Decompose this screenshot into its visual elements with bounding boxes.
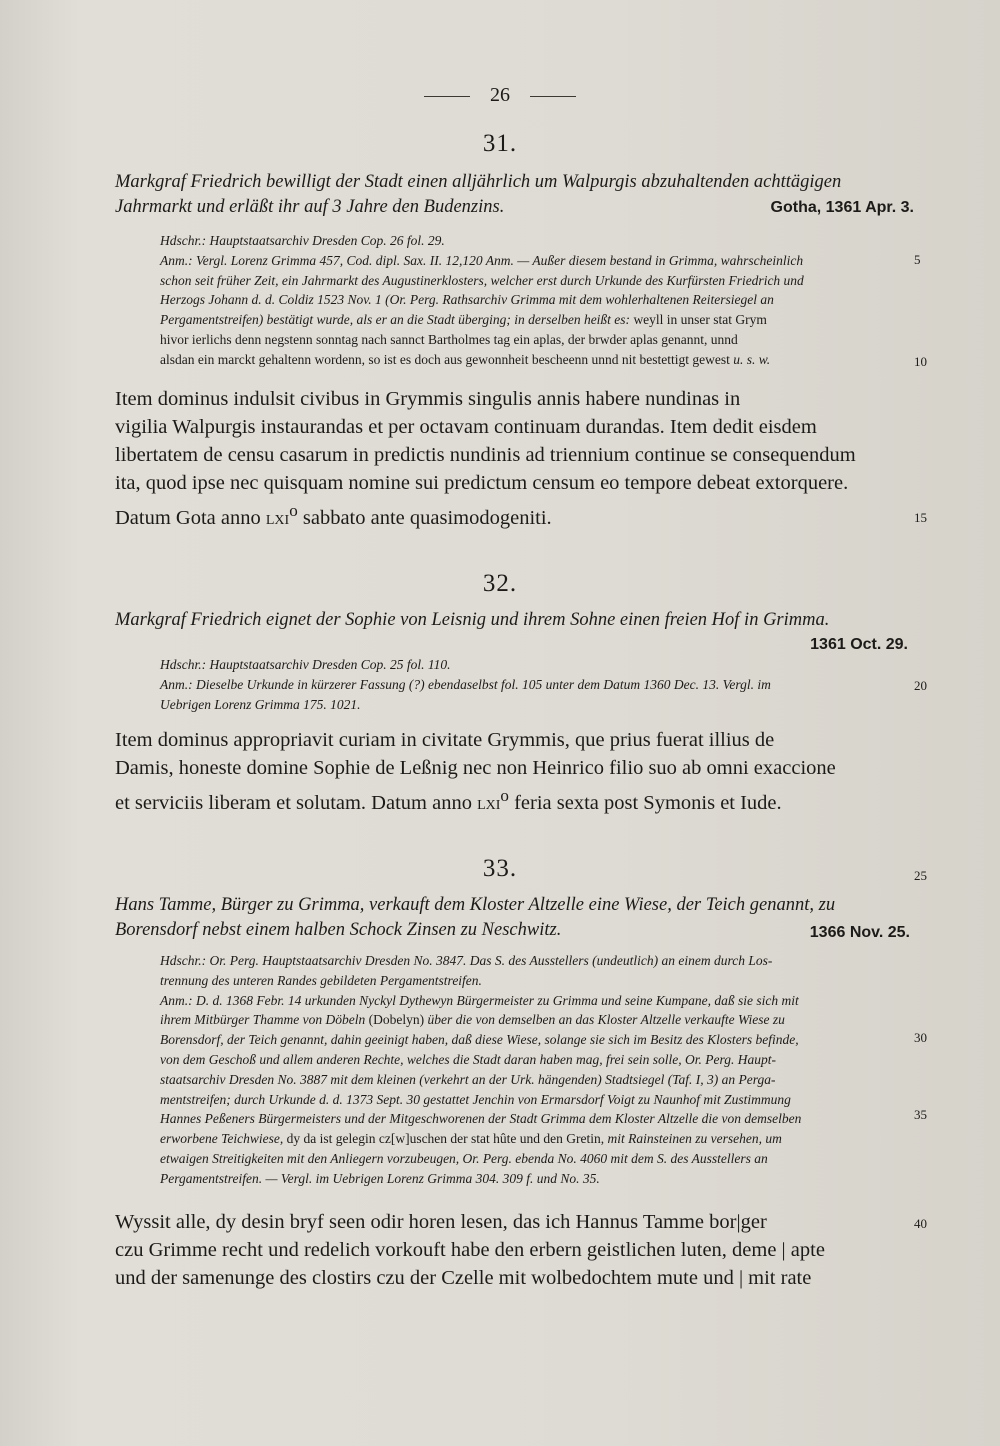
page-number: 26	[490, 84, 510, 106]
note-line: Anm.: Vergl. Lorenz Grimma 457, Cod. dipl. Sax. II. 12,120 Anm. — Außer diesem bestand in Grimma, wahrscheinlich	[160, 252, 804, 268]
line-number: 5	[914, 252, 921, 267]
doc-32-regest	[115, 608, 915, 633]
note-line: von dem Geschoß und allem anderen Rechte, welches die Stadt daran haben mag, frei sein solle, Or. Perg. Haupt-	[160, 1051, 777, 1067]
text-line: Datum Gota anno lxi$^o$ sabbato ante quasimodogeniti.	[115, 501, 552, 529]
doc-33-text	[115, 1208, 915, 1292]
note-line: Borensdorf, der Teich genannt, dahin geeinigt haben, daß diese Wiese, solange sie sich im Besitz des Klosters befinde,	[160, 1032, 799, 1048]
note-line	[160, 310, 915, 330]
note-text: erworbene Teichwiese,	[160, 1131, 284, 1147]
doc-33-notes	[160, 951, 915, 1189]
text-line: czu Grimme recht und redelich vorkouft habe den erbern geistlichen luten, deme | apte	[115, 1239, 825, 1261]
year-numeral: lxi	[265, 506, 290, 529]
note-line: Pergamentstreifen. — Vergl. im Uebrigen Lorenz Grimma 304. 309 f. und No. 35.	[160, 1170, 600, 1186]
doc-32-date: 1361 Oct. 29.	[810, 636, 908, 653]
text-line: Item dominus appropriavit curiam in civitate Grymmis, que prius fuerat illius de	[115, 729, 775, 751]
quote-text: weyll in unser stat Grym	[633, 312, 767, 328]
note-line: mentstreifen; durch Urkunde d. d. 1373 Sept. 30 gestattet Jenchin von Ermarsdorf Voigt zu Naunhof mit Zustimmung	[160, 1091, 791, 1107]
quote-end: u. s. w.	[733, 351, 771, 367]
line-number: 35	[914, 1107, 927, 1122]
doc-31-text	[115, 385, 915, 532]
note-line	[160, 1129, 915, 1149]
note-line	[160, 1010, 915, 1030]
note-line: Anm.: Dieselbe Urkunde in kürzerer Fassung (?) ebendaselbst fol. 105 unter dem Datum 1360 Dec. 13. Vergl. im	[160, 676, 771, 692]
note-text: (Dobelyn)	[368, 1012, 425, 1028]
text-part: et serviciis liberam et solutam. Datum anno	[115, 791, 472, 814]
year-numeral: lxi	[477, 791, 501, 814]
line-number: 15	[914, 510, 927, 525]
doc-31-date: Gotha, 1361 Apr. 3.	[770, 199, 914, 216]
text-line: libertatem de censu casarum in predictis nundinis ad triennium continue se consequendum	[115, 444, 856, 466]
regest-line: Jahrmarkt und erläßt ihr auf 3 Jahre den Budenzins.	[115, 197, 505, 217]
doc-33-date: 1366 Nov. 25.	[809, 924, 910, 941]
doc-32-notes	[160, 655, 915, 714]
regest-line: Hans Tamme, Bürger zu Grimma, verkauft dem Kloster Altzelle eine Wiese, der Teich genannt, zu	[115, 895, 836, 915]
note-line: Herzogs Johann d. d. Coldiz 1523 Nov. 1 (Or. Perg. Rathsarchiv Grimma mit dem wohlerhaltenen Reitersiegel an	[160, 292, 774, 308]
note-line: Hdschr.: Hauptstaatsarchiv Dresden Cop. 26 fol. 29.	[160, 233, 445, 248]
regest-line: Markgraf Friedrich bewilligt der Stadt einen alljährlich um Walpurgis abzuhaltenden achttägigen	[115, 172, 842, 192]
note-line: etwaigen Streitigkeiten mit den Anliegern vorzubeugen, Or. Perg. ebenda No. 4060 mit dem S. des Ausstellers an	[160, 1150, 768, 1166]
quote-text: alsdan ein marckt gehaltenn wordenn, so ist es doch aus gewonnheit bescheenn unnd nit bestettigt gewest	[160, 351, 730, 367]
quote-line: hivor ierlichs denn negstenn sonntag nach sannct Bartholmes tag ein aplas, der brwder aplas genannt, unnd	[160, 331, 738, 347]
doc-33-number: 33.	[482, 855, 518, 882]
text-line: ita, quod ipse nec quisquam nomine sui predictum censum eo tempore debeat extorquere.	[115, 472, 849, 494]
line-number: 10	[914, 354, 927, 369]
line-number: 20	[914, 678, 927, 693]
note-text: Pergamentstreifen) bestätigt wurde, als er an die Stadt überging; in derselben heißt es:	[160, 312, 631, 328]
text-line: Wyssit alle, dy desin bryf seen odir horen lesen, das ich Hannus Tamme bor|ger	[115, 1211, 767, 1233]
note-text: ihrem Mitbürger Thamme von Döbeln	[160, 1012, 366, 1028]
text-part: Datum Gota anno	[115, 506, 261, 529]
note-line: staatsarchiv Dresden No. 3887 mit dem kleinen (verkehrt an der Urk. hängenden) Stadtsiegel (Taf. I, 3) an Perga-	[160, 1071, 776, 1087]
regest-line: Markgraf Friedrich eignet der Sophie von Leisnig und ihrem Sohne einen freien Hof in Grimma.	[115, 610, 830, 630]
doc-31-number: 31.	[482, 130, 518, 157]
line-number: 40	[914, 1216, 927, 1231]
note-line: Hdschr.: Hauptstaatsarchiv Dresden Cop. 25 fol. 110.	[160, 657, 451, 672]
note-line: trennung des unteren Randes gebildeten Pergamentstreifen.	[160, 972, 482, 988]
text-line: und der samenunge des clostirs czu der Czelle mit wolbedochtem mute und | mit rate	[115, 1267, 812, 1289]
page-header	[0, 84, 1000, 107]
quote-text: dy da ist gelegin cz[w]uschen der stat hûte und den Gretin,	[286, 1131, 605, 1147]
text-part: sabbato ante quasimodogeniti.	[302, 506, 552, 529]
note-line: schon seit früher Zeit, ein Jahrmarkt des Augustinerklosters, welcher erst durch Urkunde des Kurfürsten Friedrich und	[160, 272, 804, 288]
note-text: über die von demselben an das Kloster Altzelle verkaufte Wiese zu	[427, 1012, 785, 1028]
note-line: Anm.: D. d. 1368 Febr. 14 urkunden Nyckyl Dythewyn Bürgermeister zu Grimma und seine Kumpane, daß sie sich mit	[160, 992, 799, 1008]
note-text: mit Rainsteinen zu versehen, um	[607, 1131, 782, 1147]
note-line: Hannes Peßeners Bürgermeisters und der Mitgeschworenen der Stadt Grimma dem Kloster Altzelle die von demselben	[160, 1111, 802, 1127]
text-part: feria sexta post Symonis et Iude.	[514, 791, 782, 814]
text-line: Item dominus indulsit civibus in Grymmis singulis annis habere nundinas in	[115, 388, 741, 410]
text-line: Damis, honeste domine Sophie de Leßnig nec non Heinrico filio suo ab omni exaccione	[115, 757, 836, 779]
note-line: Hdschr.: Or. Perg. Hauptstaatsarchiv Dresden No. 3847. Das S. des Ausstellers (undeutlich) an einem durch Los-	[160, 953, 773, 968]
regest-line: Borensdorf nebst einem halben Schock Zinsen zu Neschwitz.	[115, 920, 562, 940]
note-line: Uebrigen Lorenz Grimma 175. 1021.	[160, 696, 361, 712]
header-rule-left	[424, 96, 470, 97]
text-line: vigilia Walpurgis instaurandas et per octavam continuam durandas. Item dedit eisdem	[115, 416, 817, 438]
quote-line	[160, 350, 915, 370]
doc-33-regest	[115, 893, 915, 943]
line-number: 25	[914, 868, 927, 883]
doc-31-notes	[160, 231, 915, 370]
line-number: 30	[914, 1030, 927, 1045]
doc-32-text	[115, 726, 915, 817]
doc-32-number: 32.	[482, 570, 518, 597]
header-rule-right	[530, 96, 576, 97]
text-line: et serviciis liberam et solutam. Datum anno lxi$^o$ feria sexta post Symonis et Iude.	[115, 786, 782, 814]
